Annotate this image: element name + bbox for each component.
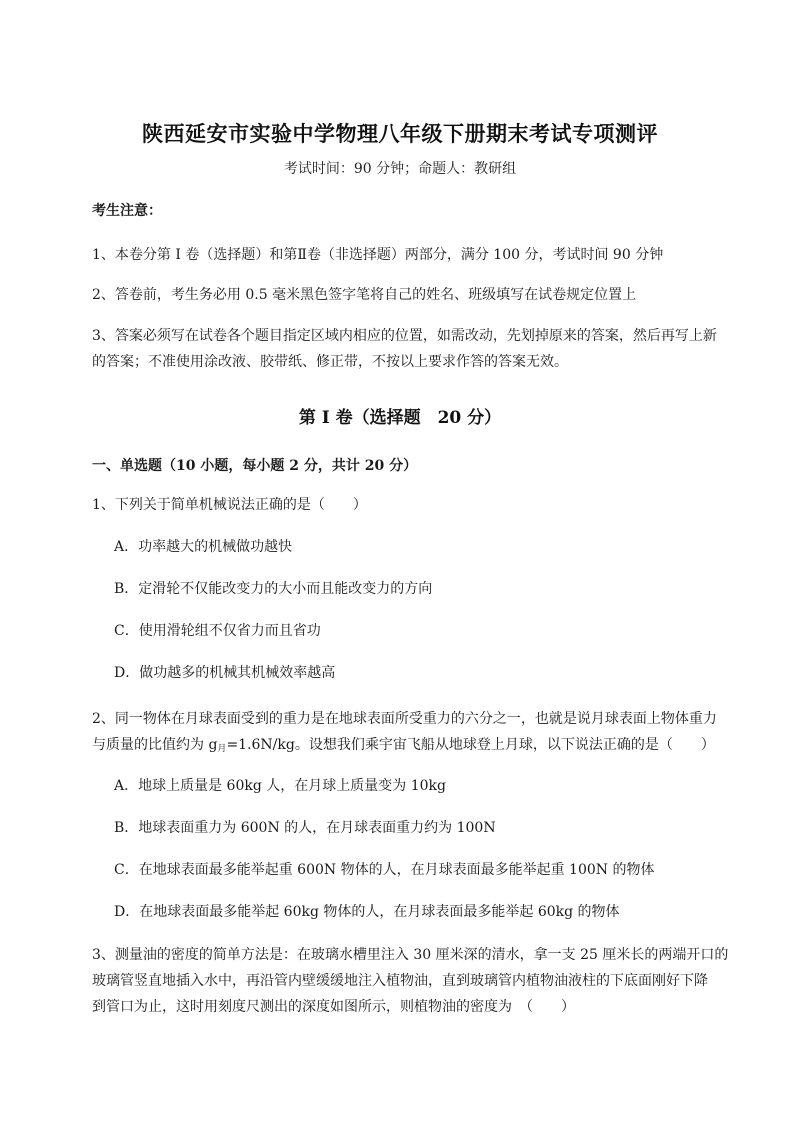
subscript-moon: 月 <box>217 744 227 754</box>
question-stem: 玻璃管竖直地插入水中，再沿管内壁缓缓地注入植物油，直到玻璃管内植物油液柱的下底面刚好下降 <box>92 973 708 989</box>
stem-text: =1.6N/kg。设想我们乘宇宙飞船从地球登上月球，以下说法正确的是（ ） <box>226 737 715 753</box>
question-option: A．地球上质量是 60kg 人，在月球上质量变为 10kg <box>114 778 446 794</box>
notice-item: 1、本卷分第 I 卷（选择题）和第Ⅱ卷（非选择题）两部分，满分 100 分，考试时间 90 分钟 <box>92 247 664 263</box>
notice-item: 3、答案必须写在试卷各个题目指定区域内相应的位置，如需改动，先划掉原来的答案，然后再写上新 <box>92 328 717 344</box>
question-option: D．做功越多的机械其机械效率越高 <box>114 665 336 681</box>
notice-item: 的答案；不准使用涂改液、胶带纸、修正带，不按以上要求作答的答案无效。 <box>92 354 568 370</box>
exam-title: 陕西延安市实验中学物理八年级下册期末考试专项测评 <box>142 121 658 146</box>
part-heading: 一、单选题（10 小题，每小题 2 分，共计 20 分） <box>92 458 418 474</box>
question-stem: 3、测量油的密度的简单方法是：在玻璃水槽里注入 30 厘米深的清水，拿一支 25 厘米长的两端开口的 <box>92 947 729 963</box>
question-option: C．在地球表面最多能举起重 600N 物体的人，在月球表面最多能举起重 100N 的物体 <box>114 862 655 878</box>
question-option: B．地球表面重力为 600N 的人，在月球表面重力约为 100N <box>114 820 496 836</box>
section-title: 第 I 卷（选择题 20 分） <box>298 408 502 428</box>
question-stem: 到管口为止，这时用刻度尺测出的深度如图所示，则植物油的密度为 （ ） <box>92 999 575 1015</box>
exam-subtitle: 考试时间：90 分钟；命题人：教研组 <box>283 161 517 177</box>
notice-heading: 考生注意： <box>92 203 162 219</box>
question-option: B．定滑轮不仅能改变力的大小而且能改变力的方向 <box>114 581 433 597</box>
question-option: C．使用滑轮组不仅省力而且省功 <box>114 623 321 639</box>
question-option: D．在地球表面最多能举起 60kg 物体的人，在月球表面最多能举起 60kg 的物体 <box>114 904 620 920</box>
question-stem: 2、同一物体在月球表面受到的重力是在地球表面所受重力的六分之一，也就是说月球表面上物体重力 <box>92 711 717 727</box>
question-option: A．功率越大的机械做功越快 <box>114 539 293 555</box>
question-stem: 1、下列关于简单机械说法正确的是（ ） <box>92 497 367 513</box>
question-stem-line <box>92 734 715 760</box>
notice-item: 2、答卷前，考生务必用 0.5 毫米黑色签字笔将自己的姓名、班级填写在试卷规定位置上 <box>92 287 637 303</box>
stem-text: 与质量的比值约为 g <box>92 737 218 753</box>
